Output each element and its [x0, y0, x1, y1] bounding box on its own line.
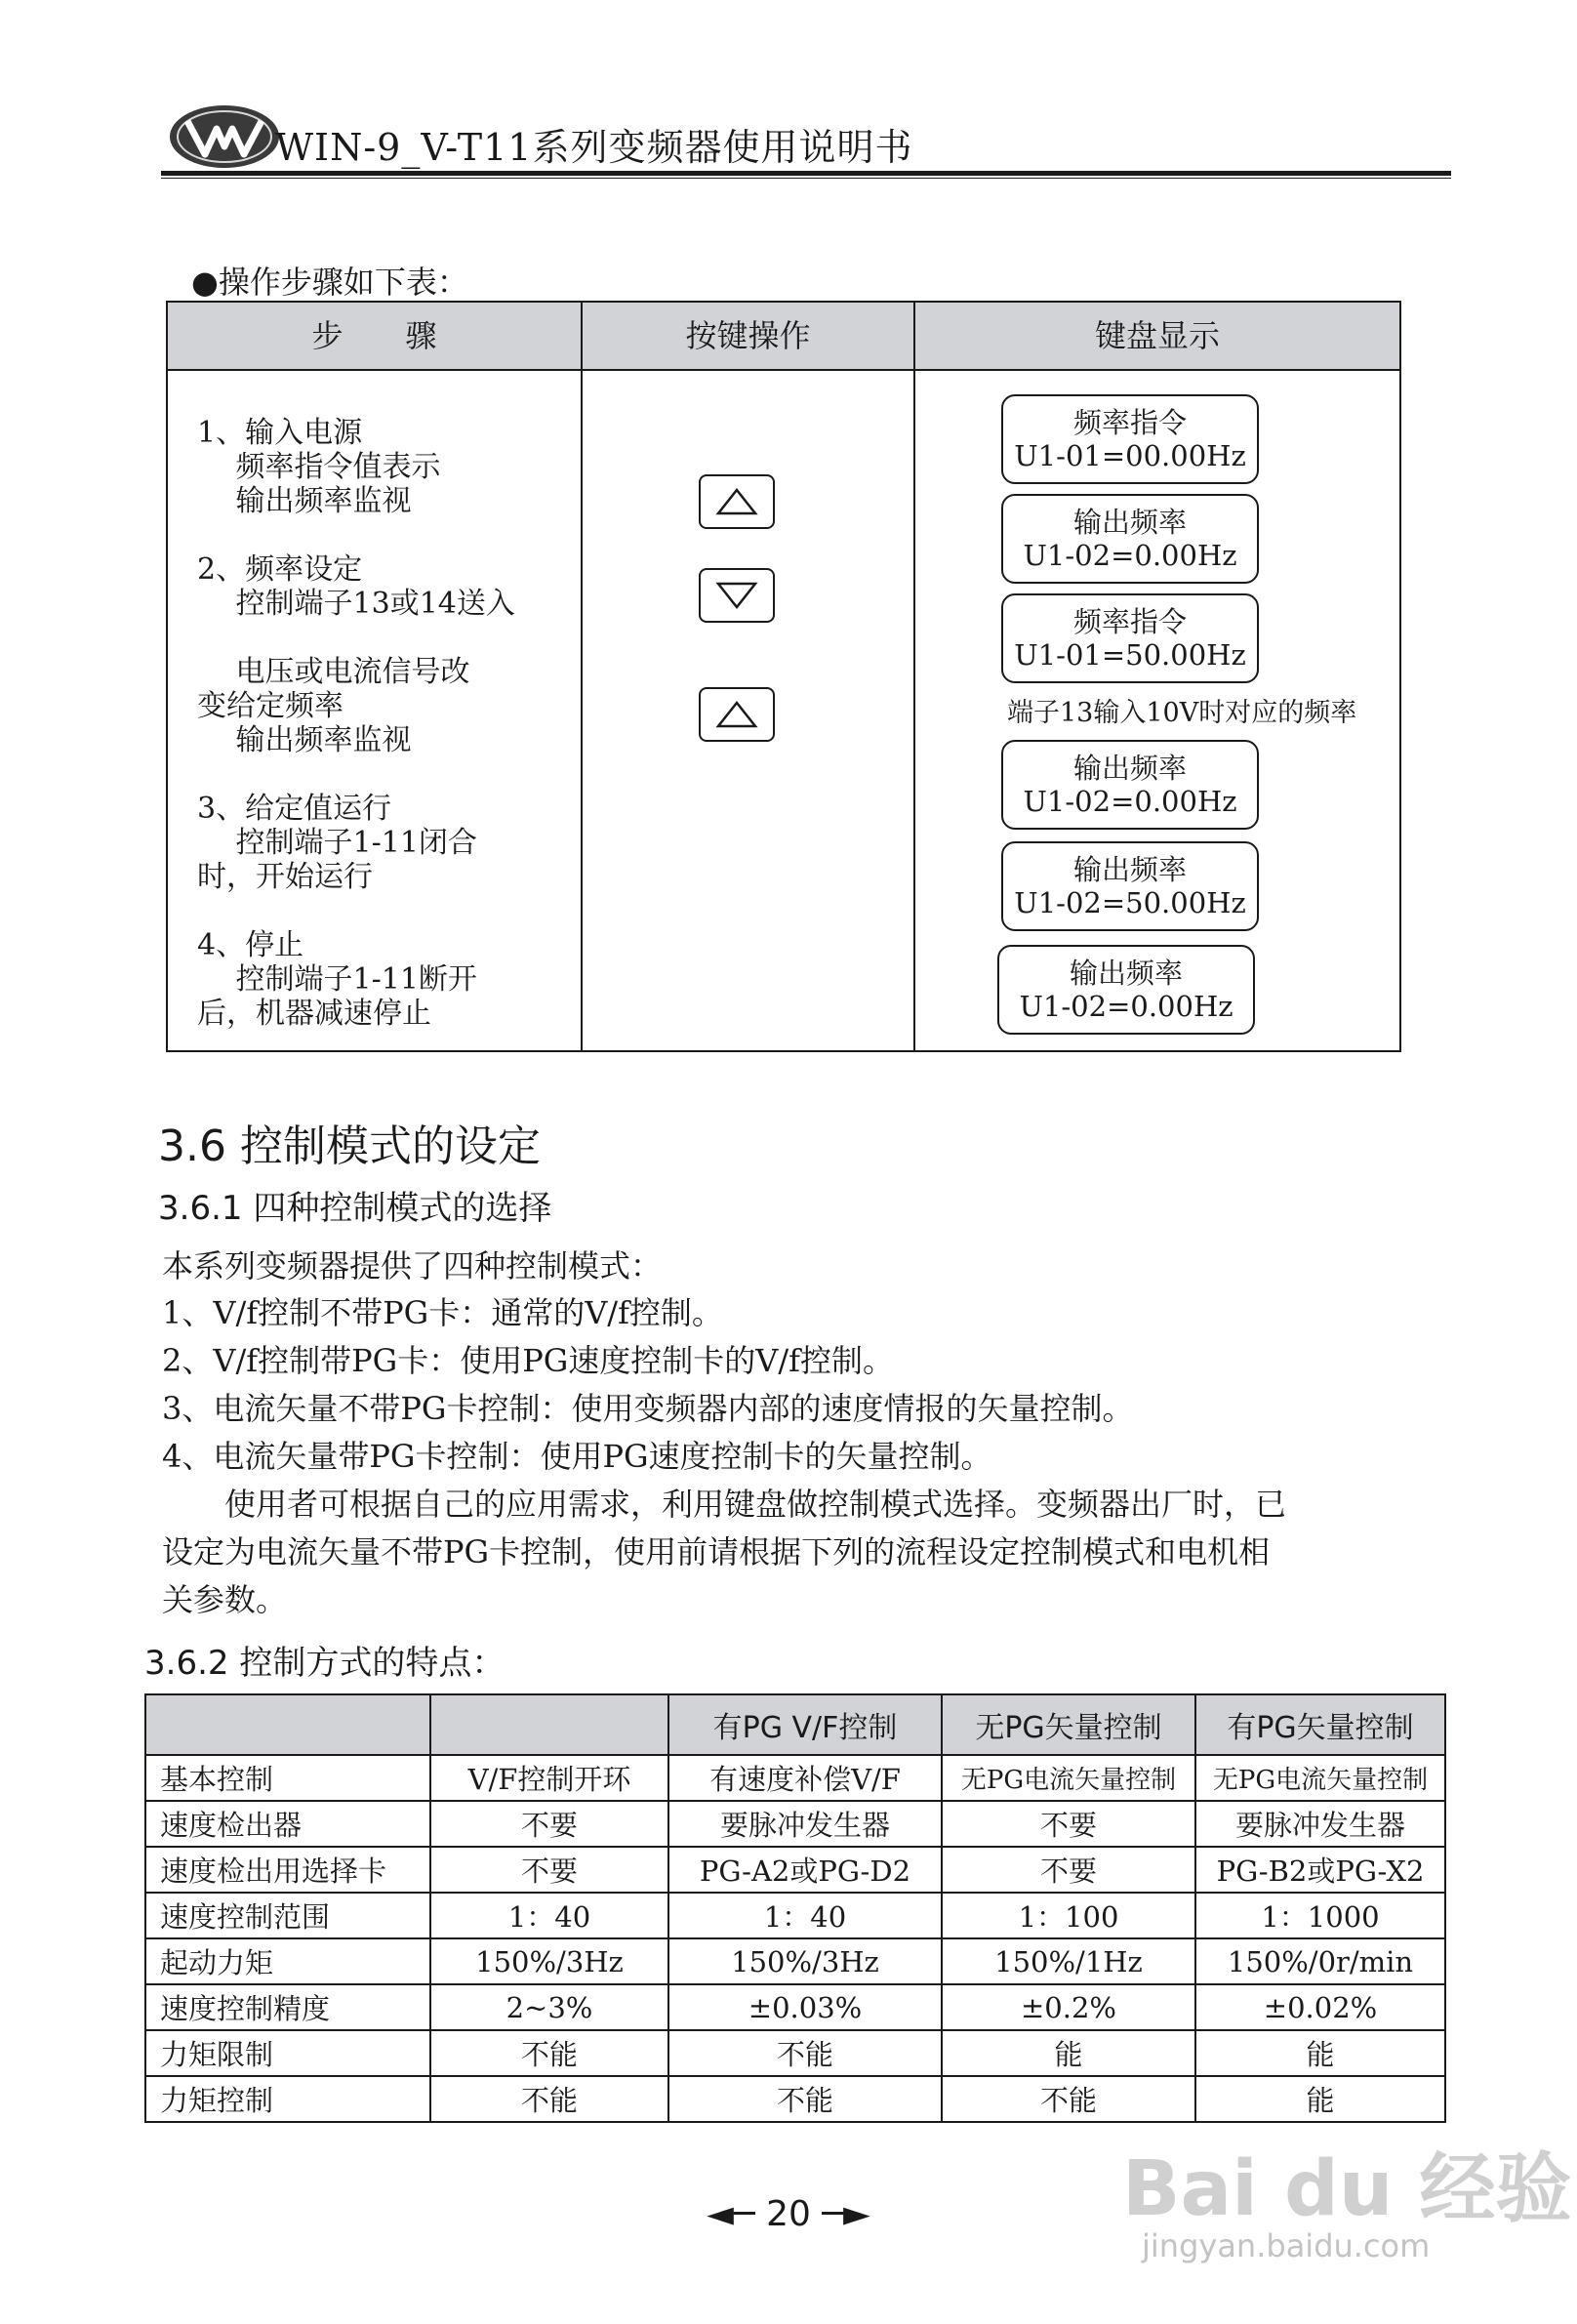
step-line: 频率指令值表示: [197, 450, 441, 484]
row-label: 基本控制: [145, 1755, 430, 1801]
table-header-cell: [430, 1694, 668, 1755]
table-row: [145, 1938, 1445, 1984]
display-label: 输出频率: [1072, 752, 1187, 785]
table-cell: 能: [1195, 2030, 1445, 2076]
display-value: U1-02=50.00Hz: [1014, 886, 1246, 919]
down-arrow-icon: [701, 570, 773, 621]
table-cell: 要脉冲发生器: [668, 1801, 942, 1847]
table-cell: 无PG电流矢量控制: [942, 1755, 1195, 1801]
display-value: U1-02=0.00Hz: [1019, 990, 1233, 1023]
up-arrow-icon: [701, 689, 773, 740]
table-cell: 不能: [668, 2030, 942, 2076]
paragraph-line: 设定为电流矢量不带PG卡控制，使用前请根据下列的流程设定控制模式和电机相: [162, 1533, 1271, 1570]
keypad-display: [1001, 841, 1259, 931]
table-cell: 不能: [430, 2030, 668, 2076]
table-cell: 不要: [430, 1801, 668, 1847]
display-value: U1-01=00.00Hz: [1014, 439, 1246, 472]
watermark-url: jingyan.baidu.com: [1142, 2227, 1431, 2264]
display-label: 输出频率: [1072, 853, 1187, 886]
row-label: 速度检出用选择卡: [145, 1847, 430, 1893]
table-cell: 150%/3Hz: [668, 1938, 942, 1984]
table-cell: 能: [942, 2030, 1195, 2076]
table-cell: PG-A2或PG-D2: [668, 1847, 942, 1893]
table-row: [145, 1984, 1445, 2030]
display-value: U1-02=0.00Hz: [1023, 539, 1237, 572]
table-cell: 不要: [430, 1847, 668, 1893]
keypad-display: [1001, 740, 1259, 830]
section-heading: 3.6 控制模式的设定: [158, 1121, 541, 1171]
step-line: 后，机器减速停止: [197, 997, 431, 1031]
brand-logo-icon: [166, 102, 283, 172]
paragraph-line: 3、电流矢量不带PG卡控制：使用变频器内部的速度情报的矢量控制。: [162, 1390, 1134, 1427]
left-arrow-icon: ◄─: [707, 2194, 755, 2234]
paragraph-line: 使用者可根据自己的应用需求，利用键盘做控制模式选择。变频器出厂时，已: [162, 1486, 1287, 1523]
table-cell: 能: [1195, 2076, 1445, 2122]
table-cell: 150%/0r/min: [1195, 1938, 1445, 1984]
subsection-heading: 3.6.2 控制方式的特点：: [144, 1644, 505, 1683]
table-row: [145, 2076, 1445, 2122]
table-cell: 1：1000: [1195, 1893, 1445, 1938]
ops-intro: ●操作步骤如下表：: [191, 264, 468, 301]
col-display-header: 键盘显示: [1094, 317, 1220, 354]
step-line: 电压或电流信号改: [197, 655, 470, 689]
table-cell: 不能: [668, 2076, 942, 2122]
table-cell: 2~3%: [430, 1984, 668, 2030]
page-number-value: 20: [766, 2194, 811, 2234]
table-cell: 150%/1Hz: [942, 1938, 1195, 1984]
baidu-watermark: Bai du 经验: [1122, 2145, 1572, 2233]
header-rule-thin: [161, 178, 1451, 179]
table-row: [145, 1847, 1445, 1893]
row-label: 力矩控制: [145, 2076, 430, 2122]
table-cell: PG-B2或PG-X2: [1195, 1847, 1445, 1893]
table-header-cell: 有PG矢量控制: [1195, 1694, 1445, 1755]
column-divider: [913, 303, 915, 1050]
paragraph-line: 2、V/f控制带PG卡：使用PG速度控制卡的V/f控制。: [162, 1342, 895, 1379]
display-value: U1-02=0.00Hz: [1023, 785, 1237, 818]
col-step-header: 步 骤: [311, 317, 437, 354]
row-label: 力矩限制: [145, 2030, 430, 2076]
row-label: 起动力矩: [145, 1938, 430, 1984]
document-title: WIN-9_V-T11系列变频器使用说明书: [275, 126, 913, 169]
step-line: 2、频率设定: [197, 552, 363, 587]
table-cell: V/F控制开环: [430, 1755, 668, 1801]
table-row: [145, 1755, 1445, 1801]
table-cell: 无PG电流矢量控制: [1195, 1755, 1445, 1801]
col-key-header: 按键操作: [685, 317, 811, 354]
step-line: 1、输入电源: [197, 416, 363, 450]
table-cell: 不能: [430, 2076, 668, 2122]
ops-table: [166, 301, 1401, 1052]
keypad-display: [1001, 593, 1259, 683]
step-line: 控制端子1-11闭合: [197, 826, 477, 860]
table-cell: 不要: [942, 1847, 1195, 1893]
step-line: 变给定频率: [197, 689, 344, 723]
row-label: 速度检出器: [145, 1801, 430, 1847]
step-line: 3、给定值运行: [197, 792, 392, 826]
table-cell: ±0.02%: [1195, 1984, 1445, 2030]
row-label: 速度控制范围: [145, 1893, 430, 1938]
paragraph-line: 1、V/f控制不带PG卡：通常的V/f控制。: [162, 1294, 723, 1331]
table-cell: ±0.03%: [668, 1984, 942, 2030]
table-cell: 1：100: [942, 1893, 1195, 1938]
up-key-button[interactable]: [699, 474, 775, 529]
paragraph-line: 本系列变频器提供了四种控制模式：: [162, 1247, 663, 1284]
keypad-display: [1001, 494, 1259, 584]
table-cell: 不能: [942, 2076, 1195, 2122]
table-cell: 有速度补偿V/F: [668, 1755, 942, 1801]
table-cell: 150%/3Hz: [430, 1938, 668, 1984]
table-row: [145, 2030, 1445, 2076]
keypad-display: [1001, 394, 1259, 484]
up-arrow-icon: [701, 476, 773, 527]
table-row: [145, 1801, 1445, 1847]
table-cell: 1：40: [668, 1893, 942, 1938]
display-label: 频率指令: [1072, 406, 1187, 439]
step-line: 控制端子13或14送入: [197, 587, 515, 621]
step-line: 输出频率监视: [197, 723, 412, 757]
display-label: 频率指令: [1072, 605, 1187, 638]
step-line: 控制端子1-11断开: [197, 962, 477, 997]
subsection-heading: 3.6.1 四种控制模式的选择: [158, 1189, 552, 1228]
keypad-display: [997, 945, 1255, 1035]
up-key-button[interactable]: [699, 687, 775, 742]
paragraph-line: 4、电流矢量带PG卡控制：使用PG速度控制卡的矢量控制。: [162, 1438, 992, 1475]
table-row: [145, 1893, 1445, 1938]
paragraph-line: 关参数。: [162, 1581, 288, 1618]
table-header-row: [145, 1694, 1445, 1755]
column-divider: [581, 303, 583, 1050]
down-key-button[interactable]: [699, 568, 775, 623]
table-cell: 不要: [942, 1801, 1195, 1847]
header-rule: [161, 171, 1451, 176]
row-label: 速度控制精度: [145, 1984, 430, 2030]
step-line: 输出频率监视: [197, 484, 412, 518]
right-arrow-icon: ─►: [822, 2194, 870, 2234]
display-note: 端子13输入10V时对应的频率: [1007, 698, 1357, 728]
step-line: 4、停止: [197, 928, 304, 962]
table-header-cell: 无PG矢量控制: [942, 1694, 1195, 1755]
table-cell: ±0.2%: [942, 1984, 1195, 2030]
display-value: U1-01=50.00Hz: [1014, 638, 1246, 672]
table-header-cell: 有PG V/F控制: [668, 1694, 942, 1755]
step-line: 时，开始运行: [197, 860, 373, 894]
table-header-cell: [145, 1694, 430, 1755]
display-label: 输出频率: [1072, 506, 1187, 539]
display-label: 输出频率: [1069, 957, 1183, 990]
table-cell: 1：40: [430, 1893, 668, 1938]
table-cell: 要脉冲发生器: [1195, 1801, 1445, 1847]
features-table: [144, 1693, 1446, 2123]
